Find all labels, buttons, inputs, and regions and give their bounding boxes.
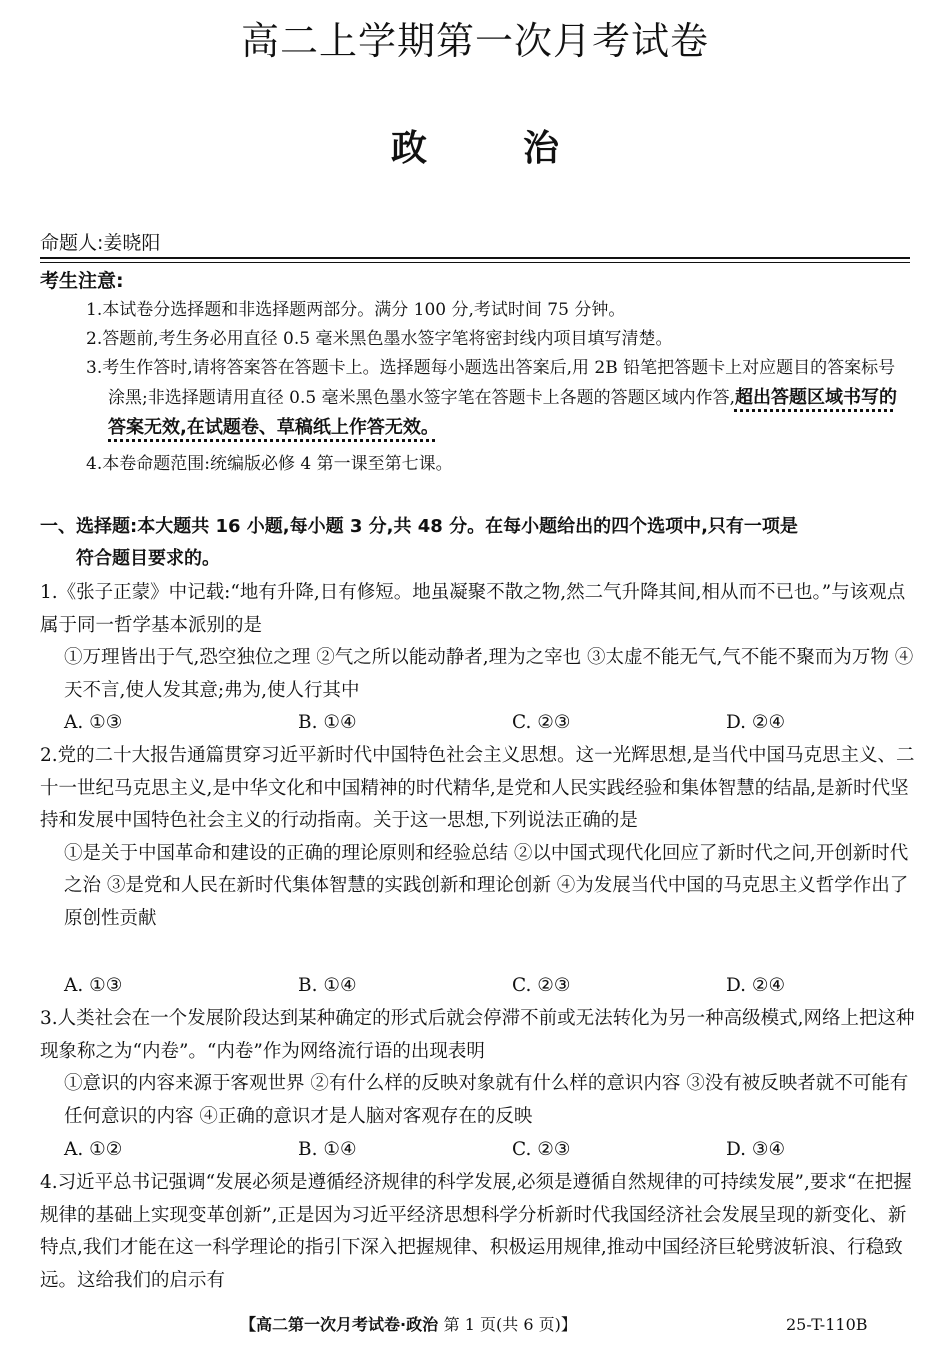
question-2-option-c: C. ②③ (512, 975, 571, 996)
exam-title: 高二上学期第一次月考试卷 (240, 19, 709, 63)
question-2-option-d: D. ②④ (726, 975, 786, 996)
question-3-option-d: D. ③④ (726, 1139, 786, 1160)
question-2-option-a: A. ①③ (64, 975, 123, 996)
question-1-number: 1. (40, 582, 58, 603)
subject-char-1: 政 (390, 127, 427, 169)
subject-char-2: 治 (523, 127, 560, 169)
question-4-stem-wrap (40, 1167, 916, 1297)
question-1-option-b: B. ①④ (298, 712, 357, 733)
question-2-statements: ①是关于中国革命和建设的正确的理论原则和经验总结 ②以中国式现代化回应了新时代之问,开创新时代之治 ③是党和人民在新时代集体智慧的实践创新和理论创新 ④为发展当代中国的马克思主义哲学作出了原创性贡献 (64, 842, 909, 929)
section-heading (40, 511, 916, 575)
question-3-stem: 人类社会在一个发展阶段达到某种确定的形式后就会停滞不前或无法转化为另一种高级模式,网络上把这种现象称之为“内卷”。“内卷”作为网络流行语的出现表明 (40, 1008, 915, 1062)
question-2-stem: 党的二十大报告通篇贯穿习近平新时代中国特色社会主义思想。这一光辉思想,是当代中国马克思主义、二十一世纪马克思主义,是中华文化和中国精神的时代精华,是党和人民实践经验和集体智慧的结晶,是新时代坚持和发展中国特色社会主义的行动指南。关于这一思想,下列说法正确的是 (40, 745, 915, 831)
question-4-number: 4. (40, 1172, 58, 1193)
question-1-options (64, 707, 916, 739)
question-3-stem-wrap (40, 1003, 916, 1068)
question-2-options (64, 970, 916, 1002)
notice-item-4: 4.本卷命题范围:统编版必修 4 第一课至第七课。 (86, 454, 453, 474)
section-heading-line2: 符合题目要求的。 (76, 548, 220, 569)
section-heading-line1: 一、选择题:本大题共 16 小题,每小题 3 分,共 48 分。在每小题给出的四个选项中,只有一项是 (40, 516, 798, 537)
notice-item-3-wrap (86, 354, 912, 443)
notice-heading: 考生注意: (40, 270, 124, 292)
question-1-option-a: A. ①③ (64, 712, 123, 733)
footer-page-number: 第 1 页(共 6 页)】 (443, 1315, 577, 1334)
question-2-number: 2. (40, 745, 58, 766)
question-1 (40, 577, 916, 707)
question-4 (40, 1167, 916, 1297)
question-2 (40, 740, 916, 935)
question-4-stem: 习近平总书记强调“发展必须是遵循经济规律的科学发展,必须是遵循自然规律的可持续发展”,要求“在把握规律的基础上实现变革创新”,正是因为习近平经济思想科学分析新时代我国经济社会发展呈现的新变化、新特点,我们才能在这一科学理论的指引下深入把握规律、积极运用规律,推动中国经济巨轮劈波斩浪、行稳致远。这给我们的启示有 (40, 1172, 912, 1291)
notice-item-1: 1.本试卷分选择题和非选择题两部分。满分 100 分,考试时间 75 分钟。 (86, 300, 626, 320)
footer-code: 25-T-110B (786, 1315, 868, 1334)
notice-item-2: 2.答题前,考生务必用直径 0.5 毫米黑色墨水签字笔将密封线内项目填写清楚。 (86, 329, 673, 349)
question-3 (40, 1003, 916, 1133)
question-1-statements: ①万理皆出于气,恐空独位之理 ②气之所以能动静者,理为之宰也 ③太虚不能无气,气不能不聚而为万物 ④天不言,使人发其意;弗为,使人行其中 (64, 647, 914, 701)
divider-thin (40, 262, 910, 263)
notice-item-3-text: 3.考生作答时,请将答案答在答题卡上。选择题每小题选出答案后,用 2B 铅笔把答题卡上对应题目的答案标号涂黑;非选择题请用直径 0.5 毫米黑色墨水签字笔在答题卡上各题的答题区域内作答, (86, 358, 896, 408)
subject-title (0, 122, 950, 174)
question-3-options (64, 1134, 916, 1166)
author-line: 命题人:姜晓阳 (40, 232, 161, 254)
question-1-stem: 《张子正蒙》中记载:“地有升降,日有修短。地虽凝聚不散之物,然二气升降其间,相从而不已也。”与该观点属于同一哲学基本派别的是 (40, 582, 906, 636)
divider-thick (40, 257, 910, 259)
page-footer (0, 1311, 950, 1339)
question-1-stem-wrap (40, 577, 916, 642)
question-3-statements: ①意识的内容来源于客观世界 ②有什么样的反映对象就有什么样的意识内容 ③没有被反映者就不可能有任何意识的内容 ④正确的意识才是人脑对客观存在的反映 (64, 1073, 909, 1127)
question-3-option-b: B. ①④ (298, 1139, 357, 1160)
question-1-option-c: C. ②③ (512, 712, 571, 733)
notice-item-3 (86, 354, 912, 443)
question-1-option-d: D. ②④ (726, 712, 786, 733)
question-3-number: 3. (40, 1008, 58, 1029)
footer-exam-name: 【高二第一次月考试卷·政治 (240, 1315, 439, 1334)
question-2-option-b: B. ①④ (298, 975, 357, 996)
question-3-option-c: C. ②③ (512, 1139, 571, 1160)
footer-title (240, 1311, 577, 1339)
question-3-option-a: A. ①② (64, 1139, 123, 1160)
question-2-stem-wrap (40, 740, 916, 838)
notice-item-3-emphasis: 超出答题区域书写的答案无效,在试题卷、草稿纸上作答无效。 (108, 387, 897, 438)
